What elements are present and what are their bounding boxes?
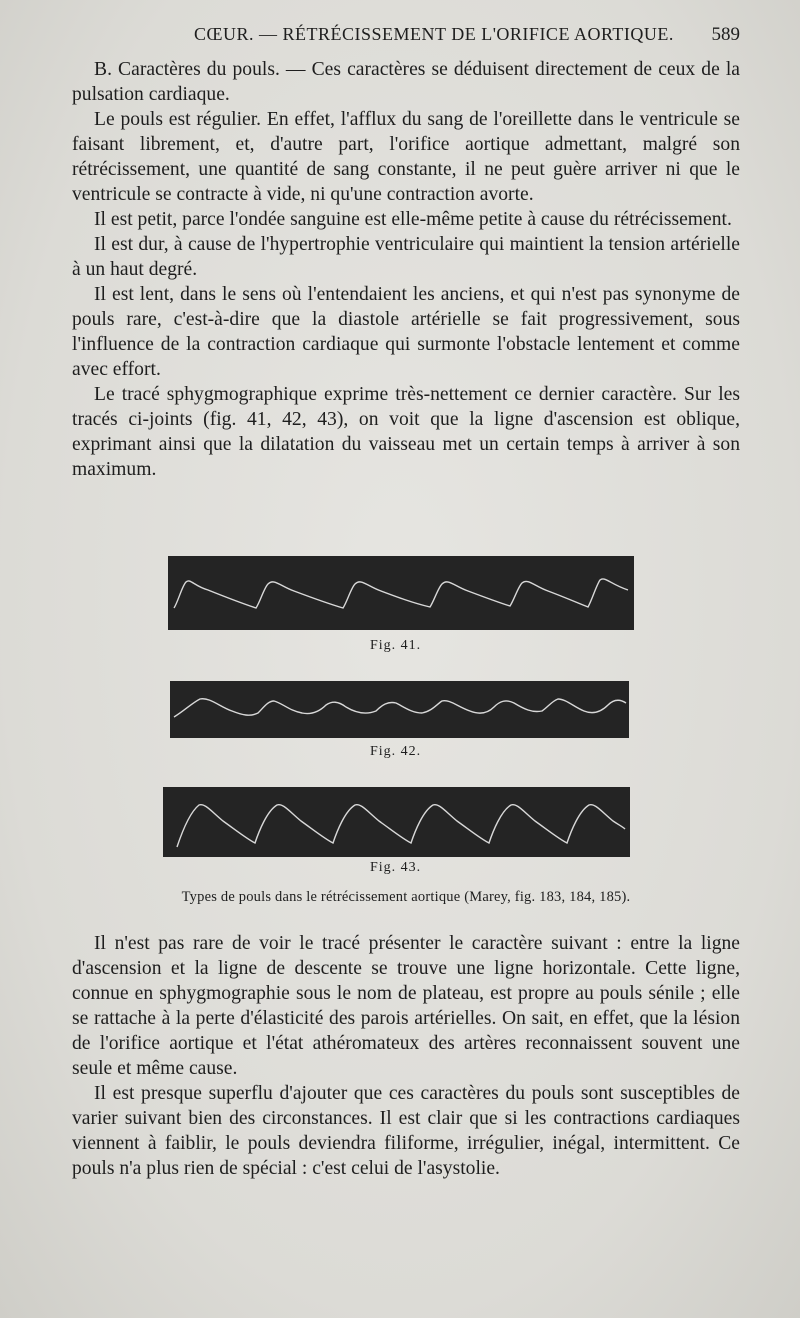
- paragraph-small: Il est petit, parce l'ondée sanguine est elle-même petite à cause du rétrécissement.: [94, 209, 732, 230]
- bottom-text-block: [72, 931, 740, 1181]
- paragraph-pulse-characters: B. Caractères du pouls. — Ces caractères se déduisent directement de ceux de la pulsation cardiaque.: [72, 59, 740, 105]
- page-number: 589: [711, 24, 740, 45]
- paragraph-hard: Il est dur, à cause de l'hypertrophie ventriculaire qui maintient la tension artérielle à un haut degré.: [72, 234, 740, 280]
- page-header: [72, 24, 740, 50]
- figure-42-trace: [170, 681, 629, 738]
- figure-41-trace: [168, 556, 634, 630]
- paragraph-plateau: Il n'est pas rare de voir le tracé présenter le caractère suivant : entre la ligne d'ascension et la ligne de descente se trouve une ligne horizontale. Cette ligne, connue en sphygmographie sous le nom de plateau, est propre au pouls sénile ; elle se rattache à la perte d'élasticité des parois artérielles. On sait, en effet, que la lésion de l'orifice aortique et l'état athéromateux des artères reconnaissent souvent une seule et même cause.: [72, 933, 740, 1079]
- top-text-block: [72, 57, 740, 482]
- figure-caption: Types de pouls dans le rétrécissement aortique (Marey, fig. 183, 184, 185).: [181, 889, 631, 905]
- figure-43-label: Fig. 43.: [370, 860, 422, 875]
- figure-42-plate: [170, 681, 629, 738]
- paragraph-tracing: Le tracé sphygmographique exprime très-nettement ce dernier caractère. Sur les tracés ci-joints (fig. 41, 42, 43), on voit que la ligne d'ascension est oblique, exprimant ainsi que la dilatation du vaisseau met un certain temps à arriver à son maximum.: [72, 384, 740, 480]
- figure-42-label: Fig. 42.: [370, 744, 422, 759]
- figure-43-plate: [163, 787, 630, 857]
- paragraph-slow: Il est lent, dans le sens où l'entendaient les anciens, et qui n'est pas synonyme de pouls rare, c'est-à-dire que la diastole artérielle se fait progressivement, sous l'influence de la contraction cardiaque qui surmonte l'obstacle lentement et comme avec effort.: [72, 284, 740, 380]
- figure-43-trace: [163, 787, 630, 857]
- paragraph-asystole: Il est presque superflu d'ajouter que ces caractères du pouls sont susceptibles de varier suivant bien des circonstances. Il est clair que si les contractions cardiaques viennent à faiblir, le pouls deviendra filiforme, irrégulier, inégal, intermittent. Ce pouls n'a plus rien de spécial : c'est celui de l'asystolie.: [72, 1083, 740, 1179]
- figure-41-label: Fig. 41.: [370, 638, 422, 653]
- figure-41-plate: [168, 556, 634, 630]
- paragraph-regular: Le pouls est régulier. En effet, l'afflux du sang de l'oreillette dans le ventricule se faisant librement, et, d'autre part, l'orifice aortique admettant, malgré son rétrécissement, une quantité de sang constante, il ne peut guère arriver ni que le ventricule se contracte à vide, ni qu'une contraction avorte.: [72, 109, 740, 205]
- running-head: CŒUR. — RÉTRÉCISSEMENT DE L'ORIFICE AORTIQUE.: [194, 24, 674, 44]
